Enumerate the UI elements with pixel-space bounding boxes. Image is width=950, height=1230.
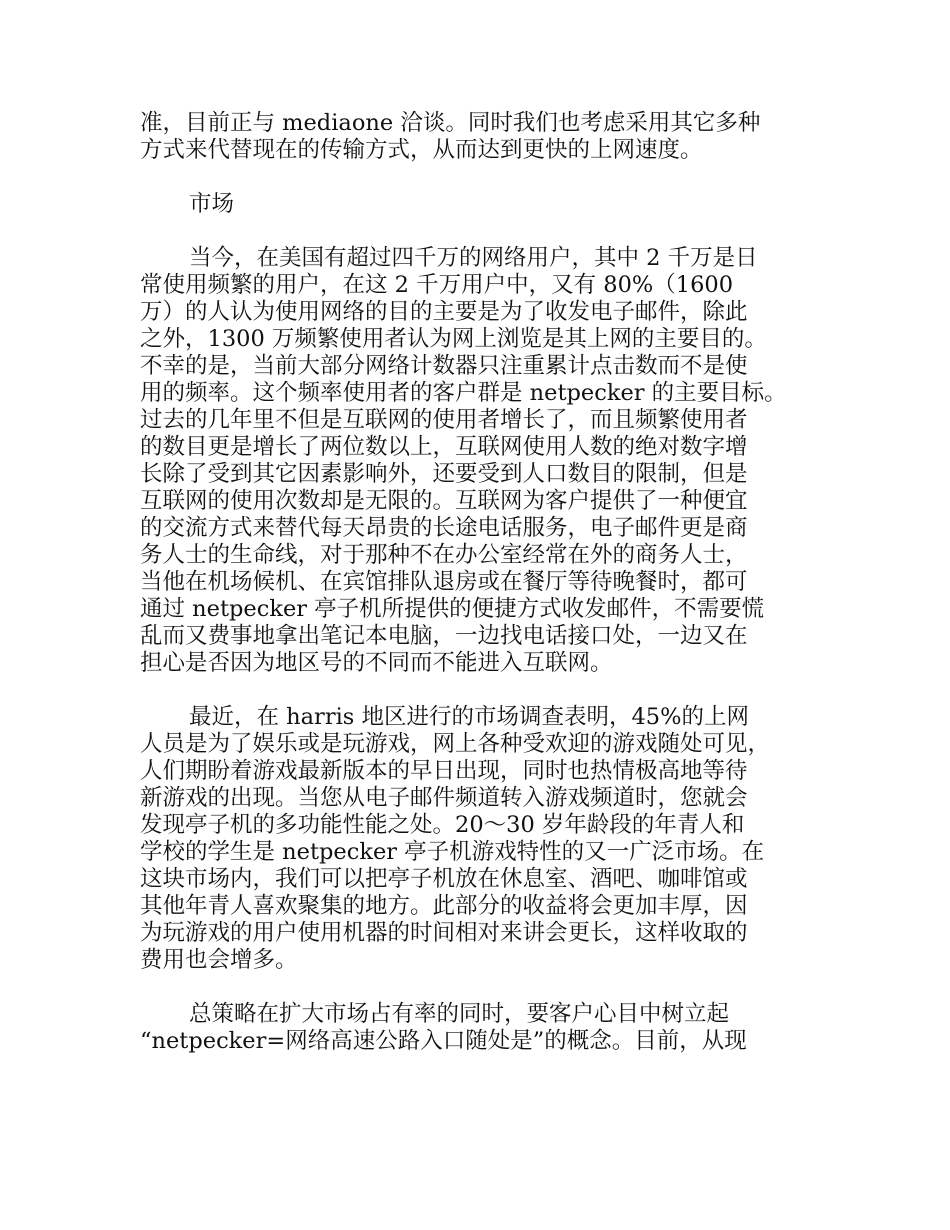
paragraph-spacer [140, 974, 820, 1001]
text-line: 用的频率。这个频率使用者的客户群是 netpecker 的主要目标。 [140, 380, 787, 406]
text-line: 常使用频繁的用户，在这 2 千万用户中，又有 80%（1600 [140, 272, 734, 298]
text-line: 互联网的使用次数却是无限的。互联网为客户提供了一种便宜 [140, 488, 748, 514]
text-line: 准，目前正与 mediaone 洽谈。同时我们也考虑采用其它多种 [140, 110, 761, 136]
text-line: 学校的学生是 netpecker 亭子机游戏特性的又一广泛市场。在 [140, 839, 765, 865]
paragraph-spacer [140, 218, 820, 245]
text-line: 当他在机场候机、在宾馆排队退房或在餐厅等待晚餐时，都可 [140, 569, 748, 595]
text-line: 乱而又费事地拿出笔记本电脑，一边找电话接口处，一边又在 [140, 623, 748, 649]
paragraph-spacer [140, 677, 820, 704]
paragraph-market-overview [140, 245, 820, 677]
text-line: 担心是否因为地区号的不同而不能进入互联网。 [140, 650, 613, 676]
document-page [140, 110, 820, 1055]
text-line: 费用也会增多。 [140, 947, 298, 973]
text-line: 其他年青人喜欢聚集的地方。此部分的收益将会更加丰厚，因 [140, 893, 748, 919]
text-line: 通过 netpecker 亭子机所提供的便捷方式收发邮件，不需要慌 [140, 596, 765, 622]
text-line: 的数目更是增长了两位数以上，互联网使用人数的绝对数字增 [140, 434, 748, 460]
text-line: 万）的人认为使用网络的目的主要是为了收发电子邮件，除此 [140, 299, 748, 325]
paragraph-spacer [140, 164, 820, 191]
text-line: 之外，1300 万频繁使用者认为网上浏览是其上网的主要目的。 [140, 326, 767, 352]
text-line: 务人士的生命线，对于那种不在办公室经常在外的商务人士， [140, 542, 748, 568]
text-line: 长除了受到其它因素影响外，还要受到人口数目的限制，但是 [140, 461, 748, 487]
text-line: 总策略在扩大市场占有率的同时，要客户心目中树立起 [189, 1001, 730, 1027]
paragraph-gaming-market [140, 704, 820, 974]
paragraph-strategy [140, 1001, 820, 1055]
text-line: 为玩游戏的用户使用机器的时间相对来讲会更长，这样收取的 [140, 920, 748, 946]
text-line: 当今，在美国有超过四千万的网络用户，其中 2 千万是日 [189, 245, 758, 271]
paragraph-continuation [140, 110, 820, 164]
text-line: 人员是为了娱乐或是玩游戏，网上各种受欢迎的游戏随处可见， [140, 731, 771, 757]
text-line: 最近，在 harris 地区进行的市场调查表明，45%的上网 [189, 704, 749, 730]
text-line: 过去的几年里不但是互联网的使用者增长了，而且频繁使用者 [140, 407, 748, 433]
text-line: 发现亭子机的多功能性能之处。20～30 岁年龄段的年青人和 [140, 812, 745, 838]
text-line: “netpecker=网络高速公路入口随处是”的概念。目前，从现 [140, 1028, 747, 1054]
text-line: 的交流方式来替代每天昂贵的长途电话服务，电子邮件更是商 [140, 515, 748, 541]
section-heading-text: 市场 [189, 191, 235, 217]
text-line: 这块市场内，我们可以把亭子机放在休息室、酒吧、咖啡馆或 [140, 866, 748, 892]
text-line: 不幸的是，当前大部分网络计数器只注重累计点击数而不是使 [140, 353, 748, 379]
text-line: 人们期盼着游戏最新版本的早日出现，同时也热情极高地等待 [140, 758, 748, 784]
text-line: 方式来代替现在的传输方式，从而达到更快的上网速度。 [140, 137, 703, 163]
text-line: 新游戏的出现。当您从电子邮件频道转入游戏频道时，您就会 [140, 785, 748, 811]
section-heading [140, 191, 820, 218]
